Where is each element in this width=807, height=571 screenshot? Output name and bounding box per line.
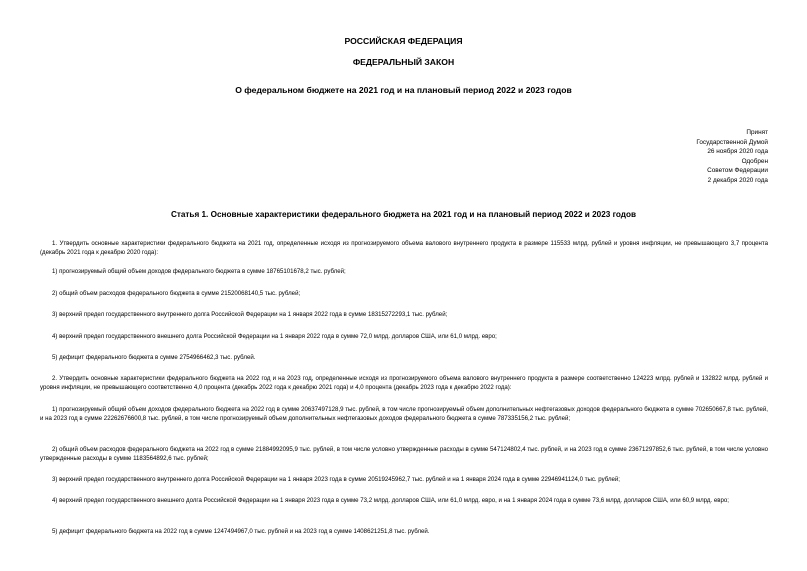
document-type-heading: ФЕДЕРАЛЬНЫЙ ЗАКОН [352,57,455,67]
adoption-block [696,128,768,186]
law-title: О федеральном бюджете на 2021 год и на плановый период 2022 и 2023 годов [235,85,572,95]
adoption-line: Государственной Думой [696,138,768,146]
adoption-line: 26 ноября 2020 года [707,148,768,156]
article-paragraph: 5) дефицит федерального бюджета в сумме 2754966462,3 тыс. рублей. [52,354,256,361]
article-paragraph: 2. Утвердить основные характеристики федерального бюджета на 2022 год и на 2023 год, определенные исходя из прогнозируемого объема валового внутреннего продукта в размере соответственно 124223 млрд. рублей и 132822 млрд. рублей и уровня инфляции, не превышающего соответственно 4,0 процента (декабрь 2022 года к декабрю 2021 года) и 4,0 процента (декабрь 2023 года к декабрю 2022 года): [40,375,768,391]
article-title: Статья 1. Основные характеристики федерального бюджета на 2021 год и на плановый период 2022 и 2023 годов [170,210,637,219]
article-paragraph: 5) дефицит федерального бюджета на 2022 год в сумме 1247494967,0 тыс. рублей и на 2023 год в сумме 1408621251,8 тыс. рублей. [52,528,430,535]
article-paragraph: 2) общий объем расходов федерального бюджета на 2022 год в сумме 21884992095,9 тыс. рублей, в том числе условно утвержденные расходы в сумме 547124802,4 тыс. рублей, и на 2023 год в сумме 23671297852,6 тыс. рублей, в том числе условно утвержденные расходы в сумме 1183564892,6 тыс. рублей; [40,446,768,462]
country-heading: РОССИЙСКАЯ ФЕДЕРАЦИЯ [344,36,463,46]
article-paragraph: 3) верхний предел государственного внутреннего долга Российской Федерации на 1 января 2022 года в сумме 18315272293,1 тыс. рублей; [52,311,448,318]
article-paragraph: 1) прогнозируемый общий объем доходов федерального бюджета в сумме 18765101678,2 тыс. рублей; [52,268,346,275]
adoption-line: 2 декабря 2020 года [707,176,768,184]
article-paragraph: 1) прогнозируемый общий объем доходов федерального бюджета на 2022 год в сумме 20637497128,9 тыс. рублей, в том числе прогнозируемый объем дополнительных нефтегазовых доходов федерального бюджета в сумме 702650667,8 тыс. рублей, и на 2023 год в сумме 22262676600,8 тыс. рублей, в том числе прогнозируемый объем дополнительных нефтегазовых доходов федерального бюджета в сумме 787335156,2 тыс. рублей; [40,406,768,422]
adoption-line: Советом Федерации [707,167,768,175]
article-paragraph: 1. Утвердить основные характеристики федерального бюджета на 2021 год, определенные исходя из прогнозируемого объема валового внутреннего продукта в размере 115533 млрд. рублей и уровня инфляции, не превышающего 3,7 процента (декабрь 2021 года к декабрю 2020 года): [40,240,768,256]
article-paragraph: 2) общий объем расходов федерального бюджета в сумме 21520068140,5 тыс. рублей; [52,290,301,297]
article-paragraph: 4) верхний предел государственного внешнего долга Российской Федерации на 1 января 2023 года в сумме 73,2 млрд. долларов США, или 61,0 млрд. евро, и на 1 января 2024 года в сумме 73,6 млрд. долларов США, или 60,9 млрд. евро; [52,497,729,504]
article-paragraph: 3) верхний предел государственного внутреннего долга Российской Федерации на 1 января 2023 года в сумме 20519245962,7 тыс. рублей и на 1 января 2024 года в сумме 22946941124,0 тыс. рублей; [52,476,621,483]
adoption-line: Одобрен [741,157,768,165]
adoption-line: Принят [746,129,768,136]
article-paragraph: 4) верхний предел государственного внешнего долга Российской Федерации на 1 января 2022 года в сумме 72,0 млрд. долларов США, или 61,0 млрд. евро; [52,333,497,340]
